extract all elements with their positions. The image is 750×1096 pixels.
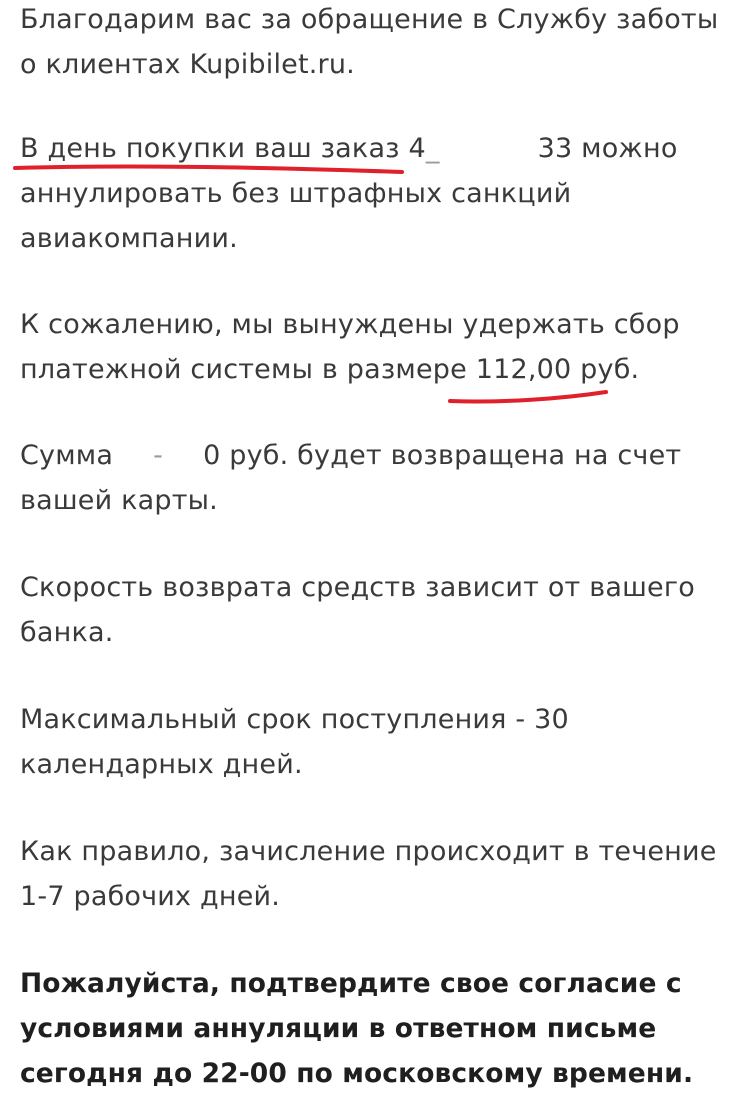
- greeting-line-1: Благодарим вас за обращение в Службу заботы: [20, 4, 719, 35]
- max-term-paragraph: [20, 697, 569, 787]
- speed-line-2: банка.: [20, 617, 114, 648]
- order-line-3: авиакомпании.: [20, 223, 238, 254]
- confirm-line-3: сегодня до 22-00 по московскому времени.: [20, 1058, 694, 1089]
- redacted-refund-amount: -: [153, 440, 164, 471]
- speed-line-1: Скорость возврата средств зависит от вашего: [20, 572, 695, 603]
- order-line-1-start: В день покупки ваш заказ 4: [20, 133, 426, 164]
- refund-speed-paragraph: [20, 565, 695, 655]
- greeting-line-2: о клиентах Kupibilet.ru.: [20, 49, 355, 80]
- refund-line-1-end: 0 руб. будет возвращена на счет: [203, 440, 682, 471]
- term-line-2: календарных дней.: [20, 749, 303, 780]
- red-underline-fee: [450, 392, 606, 402]
- redacted-order-number: _: [425, 133, 440, 164]
- refund-amount-paragraph: [20, 433, 681, 523]
- order-line-2: аннулировать без штрафных санкций: [20, 178, 572, 209]
- greeting-paragraph: [20, 0, 718, 87]
- usual-term-paragraph: [20, 829, 717, 919]
- order-line-1-end: 33 можно: [537, 133, 678, 164]
- fee-line-2: платежной системы в размере 112,00 руб.: [20, 354, 640, 385]
- confirmation-request-paragraph: [20, 961, 693, 1096]
- usual-line-2: 1-7 рабочих дней.: [20, 881, 281, 912]
- confirm-line-1: Пожалуйста, подтвердите свое согласие с: [20, 968, 682, 999]
- usual-line-1: Как правило, зачисление происходит в течение: [20, 836, 717, 867]
- refund-line-2: вашей карты.: [20, 485, 218, 516]
- order-line-1: [20, 126, 678, 171]
- refund-line-1-start: Сумма: [20, 440, 114, 471]
- fee-paragraph: [20, 302, 680, 392]
- fee-line-1: К сожалению, мы вынуждены удержать сбор: [20, 309, 680, 340]
- refund-line-1: [20, 433, 681, 478]
- confirm-line-2: условиями аннуляции в ответном письме: [20, 1013, 657, 1044]
- order-cancel-paragraph: [20, 126, 678, 261]
- term-line-1: Максимальный срок поступления - 30: [20, 704, 569, 735]
